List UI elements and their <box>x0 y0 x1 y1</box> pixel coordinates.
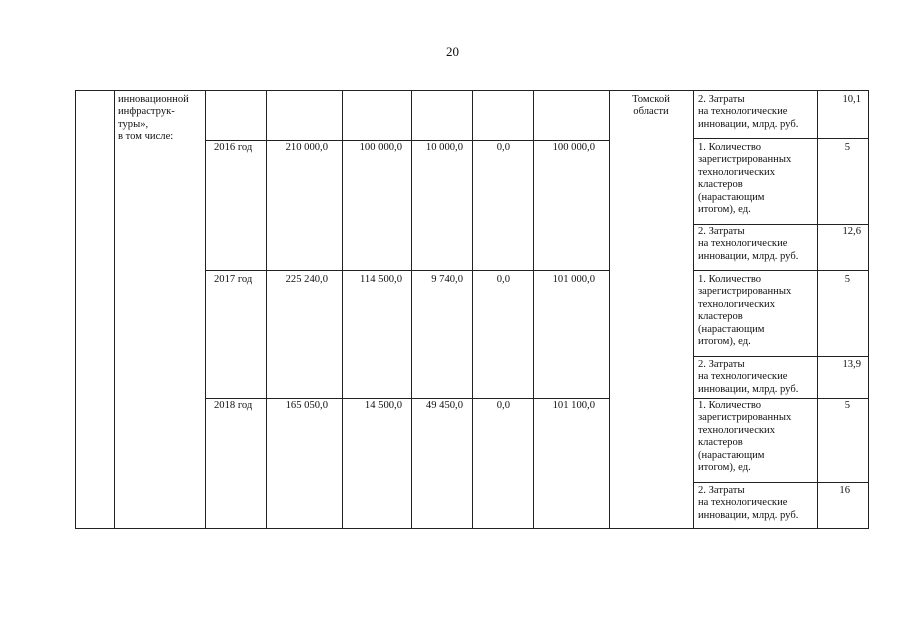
federal-value: 114 500,0 <box>360 274 402 285</box>
regional-value: 49 450,0 <box>425 400 463 411</box>
indicator-text: 1. Количество зарегистрированных технологических кластеров (нарастающим итогом), ед. <box>698 400 792 474</box>
local-value: 0,0 <box>496 142 510 153</box>
program-table <box>75 90 869 529</box>
column-divider <box>205 90 206 529</box>
regional-value: 9 740,0 <box>431 274 463 285</box>
column-divider <box>472 90 473 529</box>
total-value: 165 050,0 <box>285 400 328 411</box>
indicator-text: 2. Затраты на технологические инновации, млрд. руб. <box>698 359 799 395</box>
year-label: 2018 год <box>214 400 253 411</box>
table-border-right <box>868 90 869 529</box>
indicator-text: 1. Количество зарегистрированных технологических кластеров (нарастающим итогом), ед. <box>698 142 792 216</box>
row-divider <box>693 138 869 139</box>
total-value: 225 240,0 <box>285 274 328 285</box>
row-divider <box>693 356 869 357</box>
year-label: 2017 год <box>214 274 253 285</box>
indicator-value: 5 <box>844 142 850 153</box>
local-value: 0,0 <box>496 274 510 285</box>
indicator-value: 5 <box>844 400 850 411</box>
indicator-value: 10,1 <box>842 94 861 105</box>
federal-value: 14 500,0 <box>364 400 402 411</box>
extra-value: 100 000,0 <box>552 142 595 153</box>
column-divider <box>266 90 267 529</box>
table-border-left <box>75 90 76 529</box>
indicator-text: 2. Затраты на технологические инновации, млрд. руб. <box>698 94 799 130</box>
federal-value: 100 000,0 <box>359 142 402 153</box>
indicator-value: 16 <box>839 485 850 496</box>
indicator-value: 13,9 <box>842 359 861 370</box>
column-divider <box>114 90 115 529</box>
column-divider <box>342 90 343 529</box>
indicator-text: 2. Затраты на технологические инновации, млрд. руб. <box>698 226 799 262</box>
column-divider <box>817 90 818 529</box>
column-divider <box>411 90 412 529</box>
extra-value: 101 100,0 <box>552 400 595 411</box>
page-number: 20 <box>446 44 459 59</box>
column-divider <box>693 90 694 529</box>
regional-value: 10 000,0 <box>425 142 463 153</box>
indicator-text: 2. Затраты на технологические инновации, млрд. руб. <box>698 485 799 521</box>
row-divider <box>693 224 869 225</box>
region-text: Томской области <box>632 94 670 118</box>
description-text: инновационной инфраструк- туры», в том числе: <box>118 94 189 143</box>
year-label: 2016 год <box>214 142 253 153</box>
row-divider <box>693 270 869 271</box>
row-divider <box>693 398 869 399</box>
column-divider <box>609 90 610 529</box>
column-divider <box>533 90 534 529</box>
indicator-value: 5 <box>844 274 850 285</box>
row-divider <box>693 482 869 483</box>
total-value: 210 000,0 <box>285 142 328 153</box>
indicator-value: 12,6 <box>842 226 861 237</box>
indicator-text: 1. Количество зарегистрированных технологических кластеров (нарастающим итогом), ед. <box>698 274 792 348</box>
local-value: 0,0 <box>496 400 510 411</box>
extra-value: 101 000,0 <box>552 274 595 285</box>
